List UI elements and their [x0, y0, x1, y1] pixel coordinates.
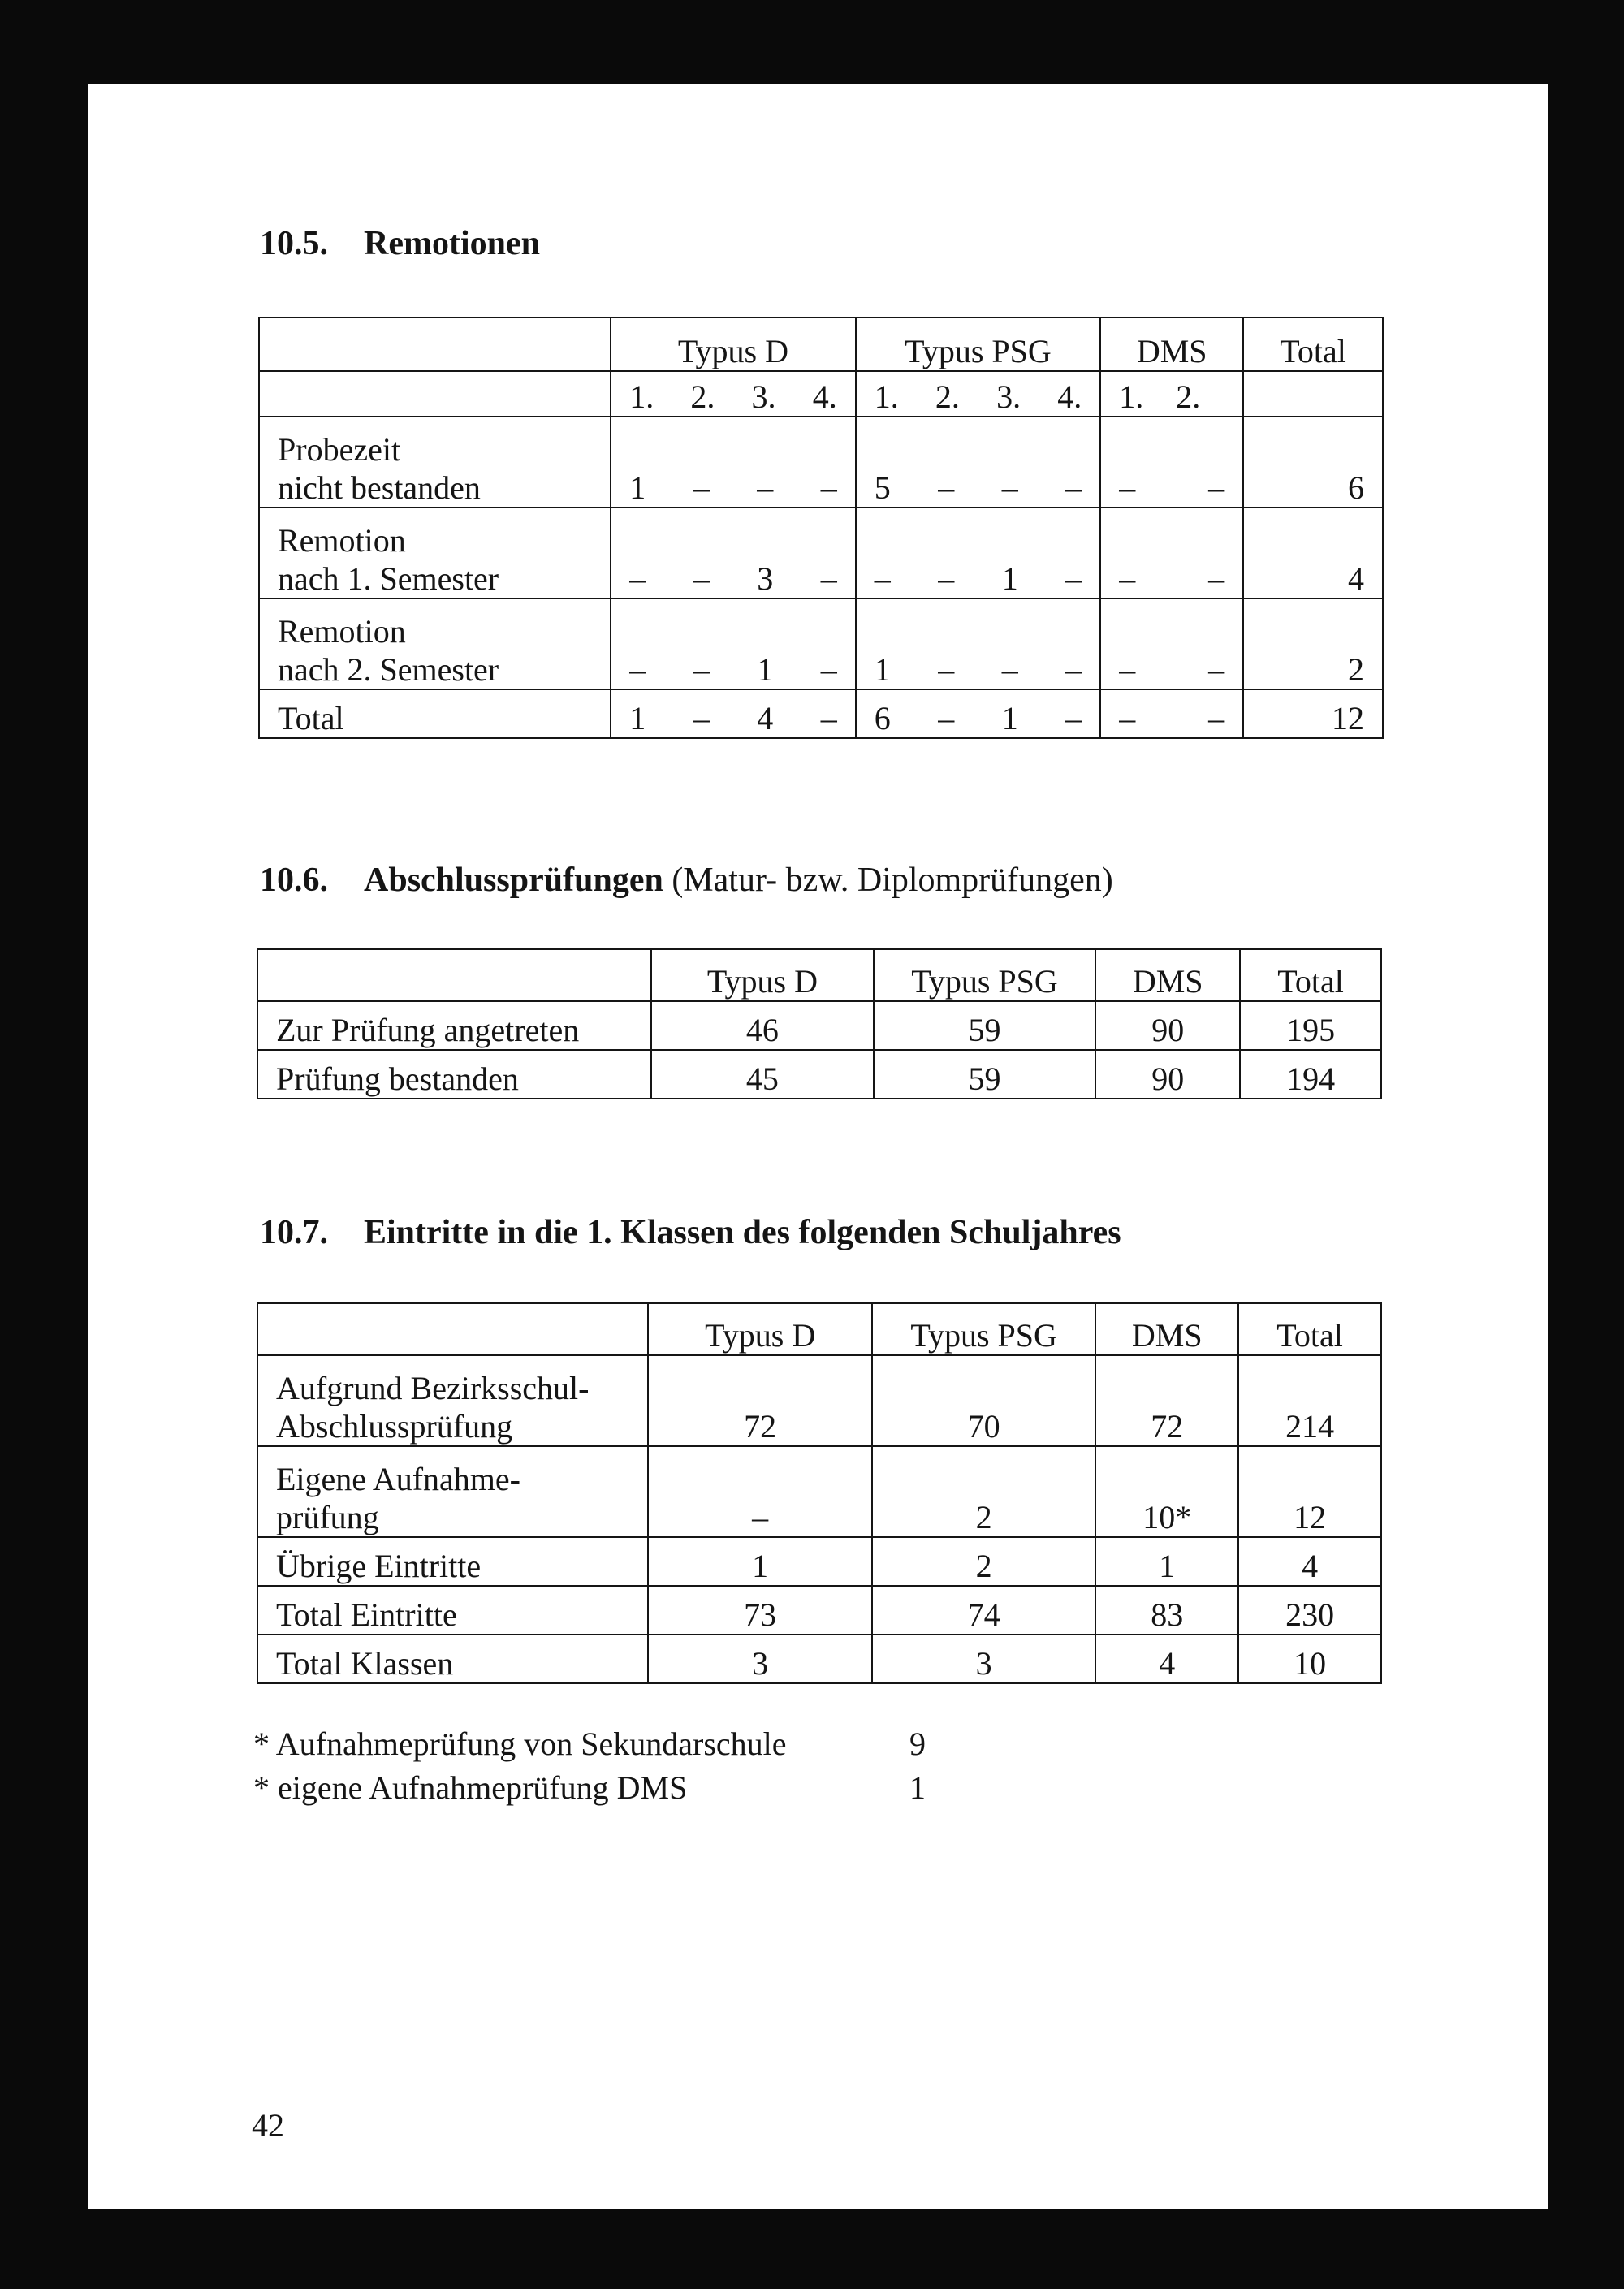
- cell-value: 1: [757, 651, 774, 688]
- cell-value: –: [693, 651, 710, 688]
- cell-value: –: [820, 469, 837, 506]
- cell-value: 74: [872, 1586, 1095, 1635]
- cell-value: 1: [648, 1537, 871, 1586]
- remotionen-table: [258, 317, 1384, 739]
- cell-value: –: [820, 651, 837, 688]
- column-header: Typus D: [611, 317, 856, 371]
- cell-value: 10*: [1095, 1446, 1238, 1537]
- table-row: [257, 1586, 1381, 1635]
- cell-value: –: [693, 469, 710, 506]
- eintritte-table: [257, 1302, 1382, 1684]
- cell-value: 72: [648, 1355, 871, 1446]
- section-number: 10.6.: [260, 862, 328, 899]
- table-row: [257, 1355, 1381, 1446]
- cell-value: 90: [1095, 1050, 1240, 1099]
- cell-value: 195: [1240, 1001, 1381, 1050]
- cell-value: –: [1065, 651, 1082, 688]
- table-header-row: [257, 1303, 1381, 1355]
- footnote: [253, 1769, 926, 1807]
- table-row: [257, 1050, 1381, 1099]
- subheader: 1.: [629, 378, 654, 415]
- cell-value: –: [938, 700, 955, 736]
- cell-value: –: [938, 651, 955, 688]
- row-label: Übrige Eintritte: [257, 1537, 648, 1586]
- cell-value: 4: [1238, 1537, 1381, 1586]
- cell-value: 194: [1240, 1050, 1381, 1099]
- cell-value: –: [820, 700, 837, 736]
- cell-value: 1: [629, 700, 646, 736]
- subheader: 4.: [1057, 378, 1082, 415]
- cell-value: –: [1208, 700, 1225, 736]
- cell-value: 3: [872, 1635, 1095, 1683]
- subheader: 2.: [690, 378, 715, 415]
- footnote-value: 9: [909, 1725, 926, 1762]
- section-number: 10.5.: [260, 225, 328, 262]
- section-title: Eintritte in die 1. Klassen des folgenden Schuljahres: [364, 1214, 1121, 1251]
- cell-value: 1: [1095, 1537, 1238, 1586]
- column-header: Typus D: [651, 949, 874, 1001]
- row-total: 2: [1243, 598, 1383, 689]
- cell-value: 4: [1095, 1635, 1238, 1683]
- cell-value: –: [1001, 651, 1018, 688]
- table-row: [259, 598, 1383, 689]
- table-header-row: [257, 949, 1381, 1001]
- subheader: 4.: [812, 378, 837, 415]
- section-heading-eintritte: [260, 1213, 1121, 1252]
- subheader: 2.: [935, 378, 960, 415]
- table-subheader-row: [259, 371, 1383, 417]
- cell-value: 73: [648, 1586, 871, 1635]
- cell-value: –: [1065, 700, 1082, 736]
- row-label: Remotion nach 2. Semester: [259, 598, 611, 689]
- cell-value: –: [757, 469, 774, 506]
- cell-value: –: [1119, 700, 1136, 736]
- cell-value: –: [693, 700, 710, 736]
- section-title: Remotionen: [364, 225, 540, 262]
- subheader: 3.: [751, 378, 776, 415]
- cell-value: 4: [757, 700, 774, 736]
- row-label: Zur Prüfung angetreten: [257, 1001, 651, 1050]
- column-header: Typus D: [648, 1303, 871, 1355]
- table-header-row: [259, 317, 1383, 371]
- table-total-row: [259, 689, 1383, 738]
- row-total: 12: [1243, 689, 1383, 738]
- cell-value: 2: [872, 1537, 1095, 1586]
- subheader: 1.: [1119, 378, 1144, 415]
- column-header: DMS: [1095, 1303, 1238, 1355]
- cell-value: –: [629, 651, 646, 688]
- column-header: Total: [1243, 317, 1383, 371]
- cell-value: 3: [757, 560, 774, 597]
- column-header: DMS: [1100, 317, 1243, 371]
- section-heading-abschluss: [260, 861, 1113, 900]
- cell-value: –: [1208, 651, 1225, 688]
- row-total: 4: [1243, 507, 1383, 598]
- section-subtitle: (Matur- bzw. Diplomprüfungen): [672, 862, 1113, 899]
- column-header: DMS: [1095, 949, 1240, 1001]
- table-row: [259, 507, 1383, 598]
- cell-value: 1: [1001, 560, 1018, 597]
- cell-value: –: [1119, 560, 1136, 597]
- column-header: Total: [1238, 1303, 1381, 1355]
- table-row: [257, 1537, 1381, 1586]
- row-label: Remotion nach 1. Semester: [259, 507, 611, 598]
- column-header: Total: [1240, 949, 1381, 1001]
- cell-value: –: [693, 560, 710, 597]
- column-header: Typus PSG: [856, 317, 1101, 371]
- cell-value: 46: [651, 1001, 874, 1050]
- cell-value: 6: [874, 700, 891, 736]
- row-label: Total Klassen: [257, 1635, 648, 1683]
- table-row: [259, 417, 1383, 507]
- cell-value: 1: [874, 651, 891, 688]
- row-label: Prüfung bestanden: [257, 1050, 651, 1099]
- cell-value: 5: [874, 469, 891, 506]
- cell-value: 1: [1001, 700, 1018, 736]
- cell-value: 10: [1238, 1635, 1381, 1683]
- cell-value: 70: [872, 1355, 1095, 1446]
- cell-value: 214: [1238, 1355, 1381, 1446]
- section-heading-remotionen: [260, 224, 540, 263]
- cell-value: 90: [1095, 1001, 1240, 1050]
- row-label: Probezeit nicht bestanden: [259, 417, 611, 507]
- cell-value: 12: [1238, 1446, 1381, 1537]
- cell-value: 3: [648, 1635, 871, 1683]
- page-number: 42: [252, 2107, 284, 2144]
- subheader: 3.: [996, 378, 1021, 415]
- cell-value: –: [820, 560, 837, 597]
- column-header: Typus PSG: [872, 1303, 1095, 1355]
- row-label: Aufgrund Bezirksschul- Abschlussprüfung: [257, 1355, 648, 1446]
- row-label: Eigene Aufnahme- prüfung: [257, 1446, 648, 1537]
- cell-value: 230: [1238, 1586, 1381, 1635]
- column-header: Typus PSG: [874, 949, 1096, 1001]
- footnote: [253, 1725, 926, 1763]
- cell-value: –: [938, 469, 955, 506]
- cell-value: –: [874, 560, 891, 597]
- row-label: Total Eintritte: [257, 1586, 648, 1635]
- cell-value: –: [629, 560, 646, 597]
- row-total: 6: [1243, 417, 1383, 507]
- subheader: 2.: [1176, 378, 1201, 415]
- cell-value: 1: [629, 469, 646, 506]
- cell-value: –: [938, 560, 955, 597]
- row-label: Total: [259, 689, 611, 738]
- cell-value: 83: [1095, 1586, 1238, 1635]
- cell-value: –: [1208, 469, 1225, 506]
- table-row: [257, 1001, 1381, 1050]
- cell-value: –: [1001, 469, 1018, 506]
- table-row: [257, 1635, 1381, 1683]
- cell-value: –: [1119, 469, 1136, 506]
- cell-value: –: [1208, 560, 1225, 597]
- footnote-text: * Aufnahmeprüfung von Sekundarschule: [253, 1725, 787, 1762]
- subheader: 1.: [874, 378, 899, 415]
- cell-value: 59: [874, 1050, 1096, 1099]
- document-page: [88, 84, 1548, 2209]
- cell-value: 59: [874, 1001, 1096, 1050]
- table-row: [257, 1446, 1381, 1537]
- cell-value: 72: [1095, 1355, 1238, 1446]
- cell-value: –: [648, 1446, 871, 1537]
- cell-value: –: [1065, 469, 1082, 506]
- cell-value: 2: [872, 1446, 1095, 1537]
- footnote-value: 1: [909, 1769, 926, 1806]
- abschluss-table: [257, 948, 1382, 1099]
- cell-value: 45: [651, 1050, 874, 1099]
- footnote-text: * eigene Aufnahmeprüfung DMS: [253, 1769, 688, 1806]
- section-title: Abschlussprüfungen: [364, 862, 663, 899]
- cell-value: –: [1065, 560, 1082, 597]
- cell-value: –: [1119, 651, 1136, 688]
- section-number: 10.7.: [260, 1214, 328, 1251]
